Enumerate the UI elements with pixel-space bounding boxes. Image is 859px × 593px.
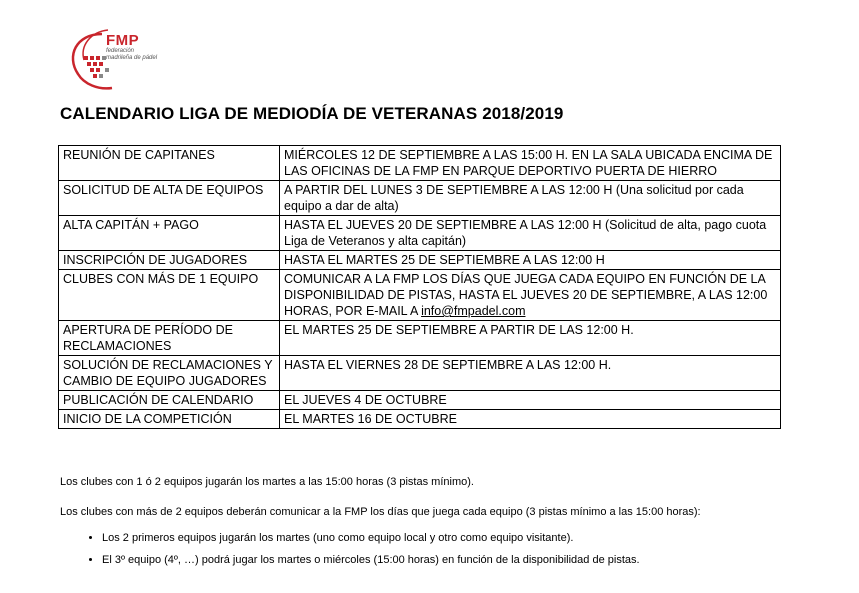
- row-label: PUBLICACIÓN DE CALENDARIO: [59, 391, 280, 410]
- table-row: [59, 146, 781, 181]
- logo-subtitle: federación madrileña de pádel: [106, 48, 158, 61]
- row-label: APERTURA DE PERÍODO DE RECLAMACIONES: [59, 321, 280, 356]
- table-row: [59, 251, 781, 270]
- row-value: EL JUEVES 4 DE OCTUBRE: [280, 391, 781, 410]
- note-paragraph-2: Los clubes con más de 2 equipos deberán comunicar a la FMP los días que juega cada equipo (3 pistas mínimo a las 15:00 horas):: [60, 506, 701, 518]
- fmp-logo: [62, 26, 172, 96]
- row-label: INICIO DE LA COMPETICIÓN: [59, 410, 280, 429]
- notes-section: [60, 475, 820, 575]
- row-value: EL MARTES 25 DE SEPTIEMBRE A PARTIR DE LAS 12:00 H.: [280, 321, 781, 356]
- row-value: A PARTIR DEL LUNES 3 DE SEPTIEMBRE A LAS 12:00 H (Una solicitud por cada equipo a dar de alta): [280, 181, 781, 216]
- row-label: REUNIÓN DE CAPITANES: [59, 146, 280, 181]
- row-value: [280, 270, 781, 321]
- row-value: EL MARTES 16 DE OCTUBRE: [280, 410, 781, 429]
- note-bullet-1: • Los 2 primeros equipos jugarán los martes (uno como equipo local y otro como equipo visitante).: [102, 531, 820, 545]
- logo-acronym: FMP: [106, 32, 140, 49]
- table-row: [59, 321, 781, 356]
- table-row: [59, 356, 781, 391]
- row-label: CLUBES CON MÁS DE 1 EQUIPO: [59, 270, 280, 321]
- table-row: [59, 181, 781, 216]
- calendar-table: [58, 145, 781, 429]
- table-row: [59, 216, 781, 251]
- row-value: HASTA EL VIERNES 28 DE SEPTIEMBRE A LAS 12:00 H.: [280, 356, 781, 391]
- row-label: ALTA CAPITÁN + PAGO: [59, 216, 280, 251]
- table-row: [59, 391, 781, 410]
- row-label: SOLUCIÓN DE RECLAMACIONES Y CAMBIO DE EQUIPO JUGADORES: [59, 356, 280, 391]
- row-label: SOLICITUD DE ALTA DE EQUIPOS: [59, 181, 280, 216]
- table-row: [59, 410, 781, 429]
- row-value: HASTA EL MARTES 25 DE SEPTIEMBRE A LAS 12:00 H: [280, 251, 781, 270]
- note-bullet-list: [60, 531, 820, 567]
- row-value: HASTA EL JUEVES 20 DE SEPTIEMBRE A LAS 12:00 H (Solicitud de alta, pago cuota Liga de Veteranos y alta capitán): [280, 216, 781, 251]
- row-label: INSCRIPCIÓN DE JUGADORES: [59, 251, 280, 270]
- row-value-text: COMUNICAR A LA FMP LOS DÍAS QUE JUEGA CADA EQUIPO EN FUNCIÓN DE LA DISPONIBILIDAD DE PISTAS, HASTA EL JUEVES 20 DE SEPTIEMBRE, A LAS 12:00 HORAS, POR E-MAIL A: [284, 272, 768, 318]
- table-row: [59, 270, 781, 321]
- page-title: CALENDARIO LIGA DE MEDIODÍA DE VETERANAS 2018/2019: [60, 104, 564, 123]
- note-paragraph-1: Los clubes con 1 ó 2 equipos jugarán los martes a las 15:00 horas (3 pistas mínimo).: [60, 476, 474, 488]
- email-link[interactable]: info@fmpadel.com: [421, 304, 526, 318]
- note-bullet-2: • El 3º equipo (4º, …) podrá jugar los martes o miércoles (15:00 horas) en función de la disponibilidad de pistas.: [102, 553, 820, 567]
- row-value: MIÉRCOLES 12 DE SEPTIEMBRE A LAS 15:00 H. EN LA SALA UBICADA ENCIMA DE LAS OFICINAS DE LA FMP EN PARQUE DEPORTIVO PUERTA DE HIERRO: [280, 146, 781, 181]
